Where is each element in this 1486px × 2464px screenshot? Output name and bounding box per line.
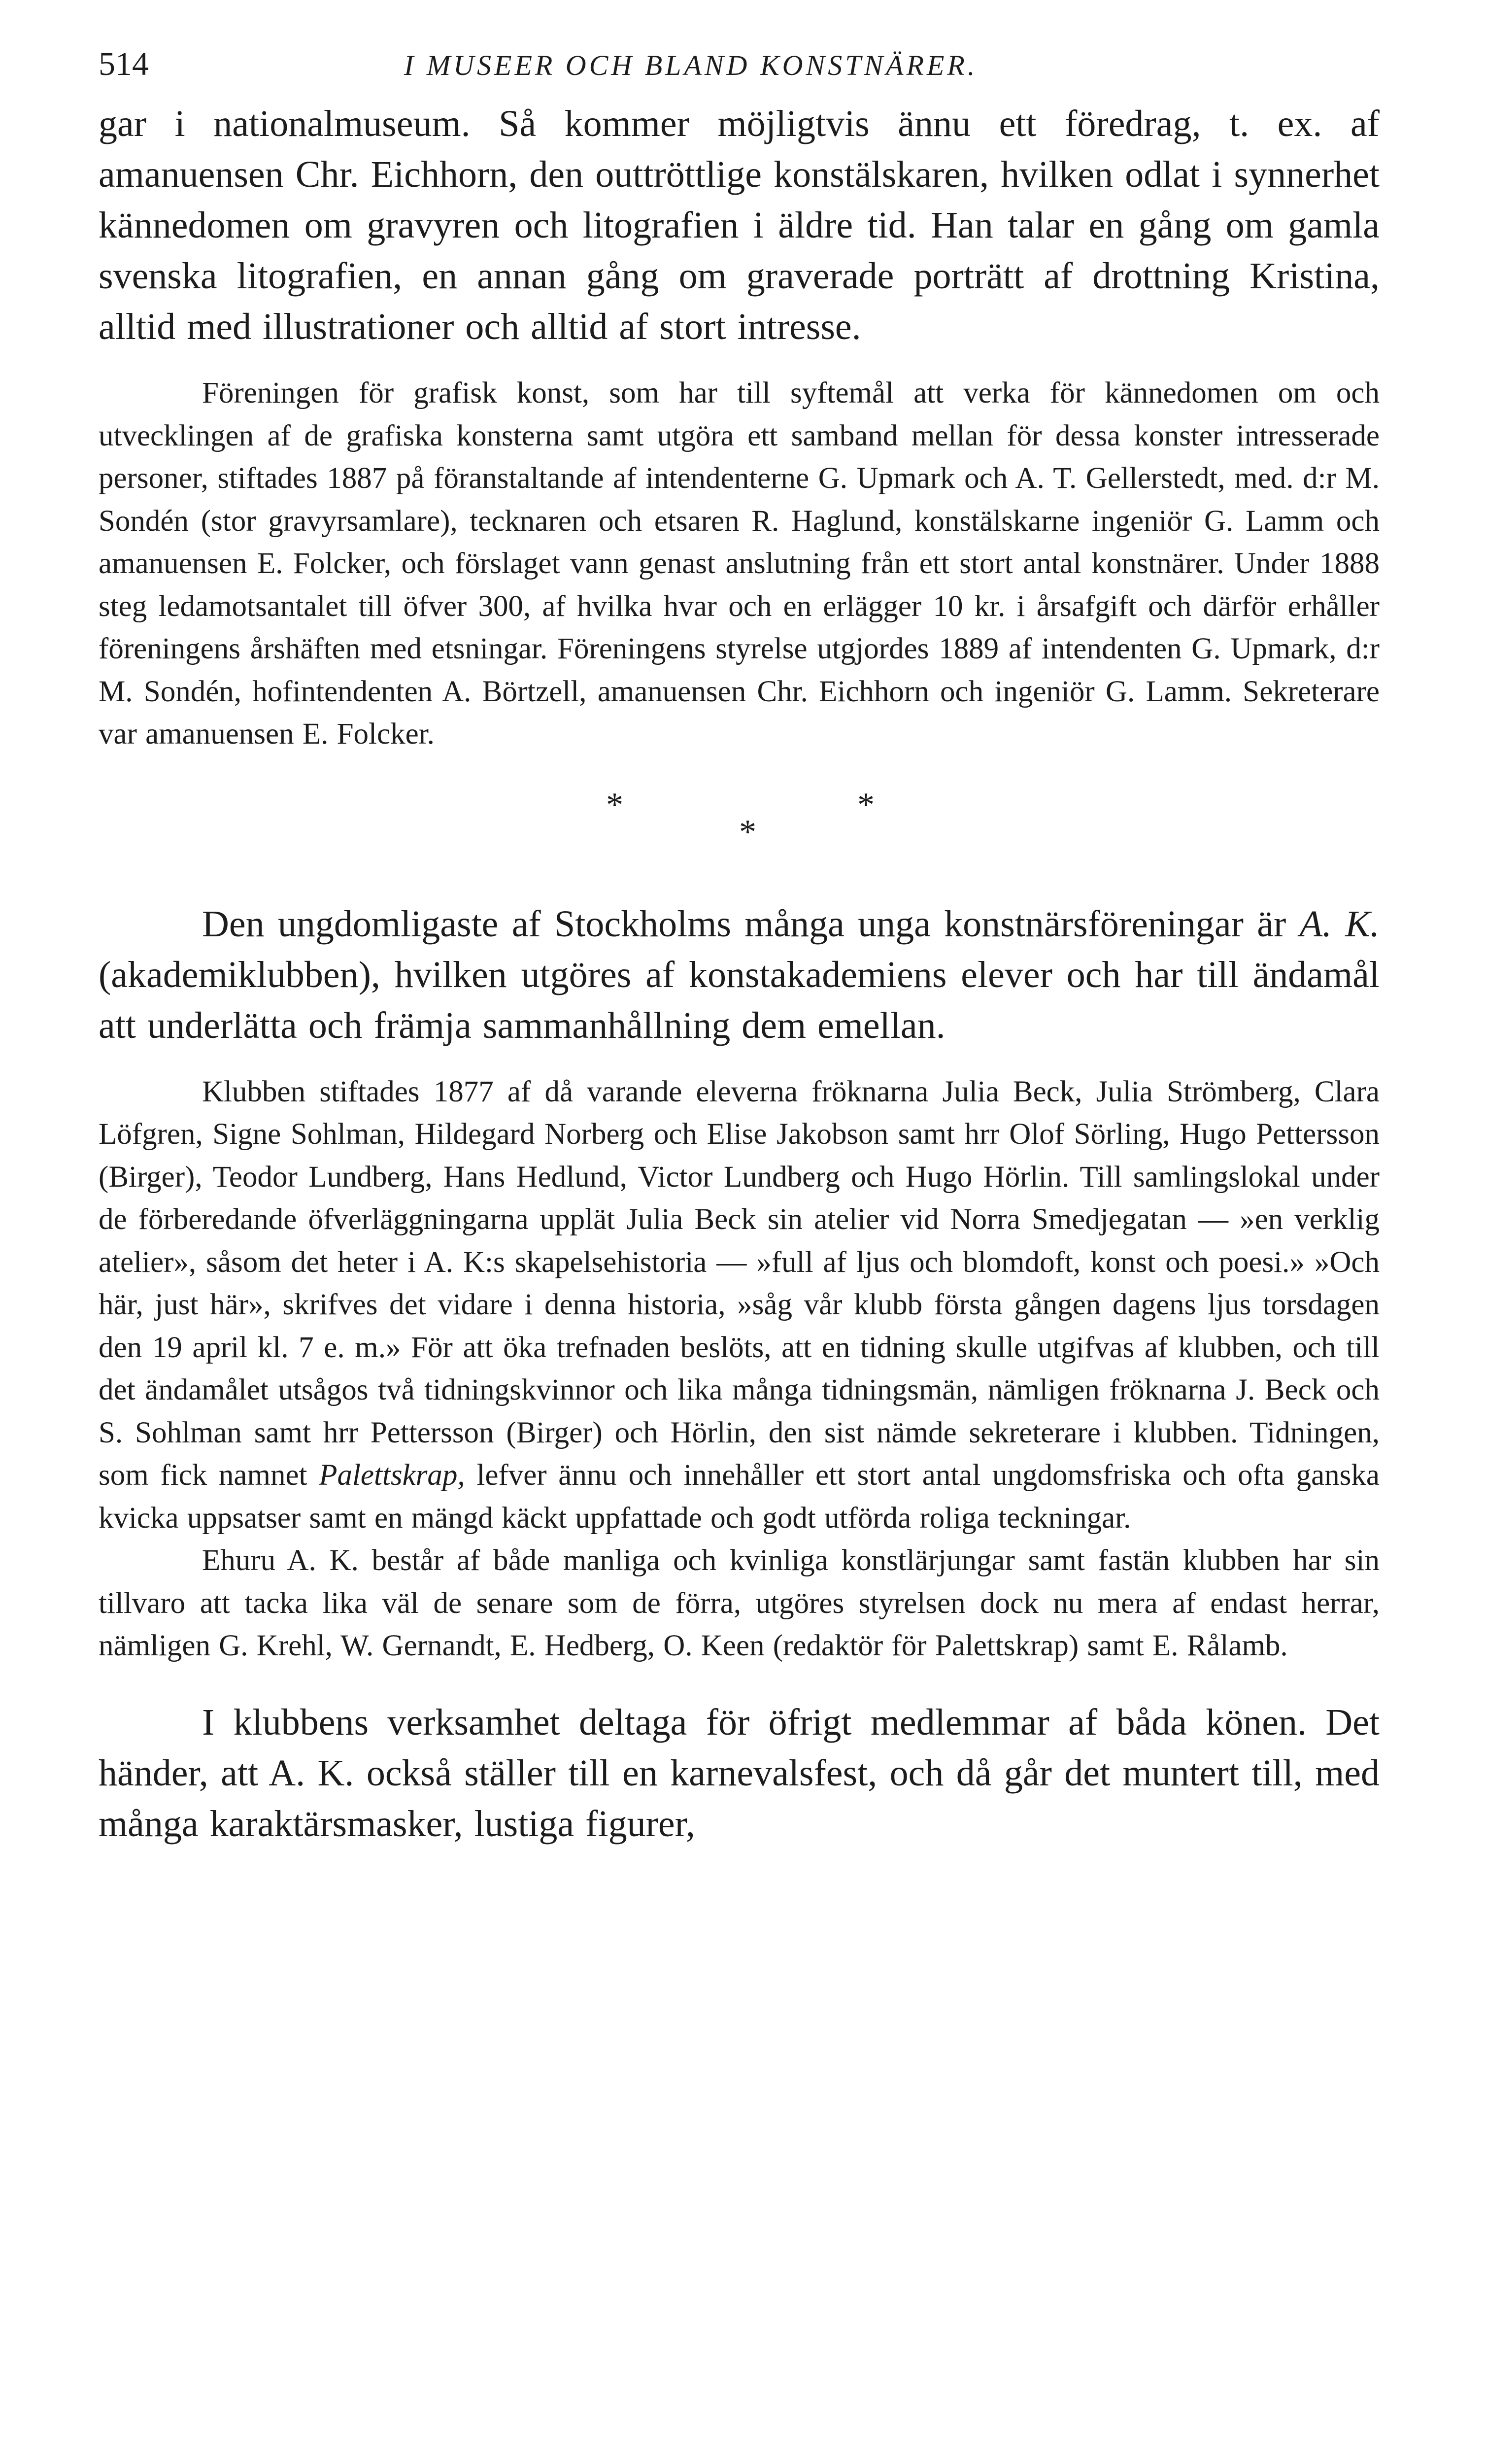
- paragraph-3-text-a: Den ungdomligaste af Stockholms många unga konstnärsföreningar är: [202, 903, 1300, 945]
- paragraph-1: gar i nationalmuseum. Så kommer möjligtvis ännu ett föredrag, t. ex. af amanuensen Chr. Eichhorn, den outtröttlige konstälskaren, hvilken odlat i synnerhet kännedomen om gravyren och litografien i äldre tid. Han talar en gång om gamla svenska litografien, en annan gång om graverade porträtt af drottning Kristina, alltid med illustrationer och alltid af stort intresse.: [99, 103, 1380, 347]
- paragraph-3-emphasis: A. K.: [1299, 903, 1380, 945]
- paragraph-5: Ehuru A. K. består af både manliga och kvinliga konstlärjungar samt fastän klubben har sin tillvaro att tacka lika väl de senare som de förra, utgöres styrelsen dock nu mera af endast herrar, nämligen G. Krehl, W. Gernandt, E. Hedberg, O. Keen (redaktör för Palettskrap) samt E. Rålamb.: [99, 1544, 1380, 1662]
- paragraph-4-emphasis: Palettskrap,: [319, 1459, 465, 1492]
- paragraph-2: Föreningen för grafisk konst, som har till syftemål att verka för kännedomen om och utvecklingen af de grafiska konsterna samt utgöra ett samband mellan för dessa konster intresserade personer, stiftades 1887 på föranstaltande af intendenterne G. Upmark och A. T. Gellerstedt, med. d:r M. Sondén (stor gravyrsamlare), tecknaren och etsaren R. Haglund, konstälskarne ingeniör G. Lamm och amanuensen E. Folcker, och förslaget vann genast anslutning från ett stort antal konstnärer. Under 1888 steg ledamotsantalet till öfver 300, af hvilka hvar och en erlägger 10 kr. i årsafgift och därför erhåller föreningens årshäften med etsningar. Föreningens styrelse utgjordes 1889 af intendenten G. Upmark, d:r M. Sondén, hofintendenten A. Börtzell, amanuensen Chr. Eichhorn och ingeniör G. Lamm. Sekreterare var amanuensen E. Folcker.: [99, 376, 1380, 751]
- page-number: 514: [99, 45, 149, 82]
- paragraph-4-text-a: Klubben stiftades 1877 af då varande eleverna fröknarna Julia Beck, Julia Strömberg, Clara Löfgren, Signe Sohlman, Hildegard Norberg och Elise Jakobson samt hrr Olof Sörling, Hugo Pettersson (Birger), Teodor Lundberg, Hans Hedlund, Victor Lundberg och Hugo Hörlin. Till samlingslokal under de förberedande öfverläggningarna upplät Julia Beck sin atelier vid Norra Smedjegatan — »en verklig atelier», såsom det heter i A. K:s skapelsehistoria — »full af ljus och blomdoft, konst och poesi.» »Och här, just här», skrifves det vidare i denna historia, »såg vår klubb första gången dagens ljus torsdagen den 19 april kl. 7 e. m.» För att öka trefnaden beslöts, att en tidning skulle utgifvas af klubben, och till det ändamålet utsågos två tidningskvinnor och lika många tidningsmän, nämligen fröknarna J. Beck och S. Sohlman samt hrr Pettersson (Birger) och Hörlin, den sist nämde sekreterare i klubben. Tidningen, som fick namnet: [99, 1075, 1380, 1492]
- asterisk-right: *: [857, 786, 875, 824]
- paragraph-6: I klubbens verksamhet deltaga för öfrigt medlemmar af båda könen. Det händer, att A. K. också ställer till en karnevalsfest, och då går det muntert till, med många karaktärsmasker, lustiga figurer,: [99, 1701, 1380, 1845]
- paragraph-3: [99, 899, 1380, 1051]
- paragraph-3-text-b: (akademiklubben), hvilken utgöres af konstakademiens elever och har till ändamål att underlätta och främja sammanhållning dem emellan.: [99, 954, 1380, 1046]
- paragraph-4: [99, 1071, 1380, 1540]
- paragraph-4-text-b: lefver ännu och innehåller ett stort antal ungdomsfriska och ofta ganska kvicka uppsatser samt en mängd käckt uppfattade och godt utförda roliga teckningar.: [99, 1459, 1380, 1535]
- running-header: [99, 44, 1380, 99]
- book-page: [99, 44, 1380, 1849]
- asterism-divider: [99, 766, 1380, 899]
- asterisk-middle: *: [739, 813, 756, 851]
- asterisk-left: *: [606, 786, 623, 824]
- page-body: [99, 99, 1380, 1849]
- running-title: I MUSEER OCH BLAND KONSTNÄRER.: [404, 49, 978, 81]
